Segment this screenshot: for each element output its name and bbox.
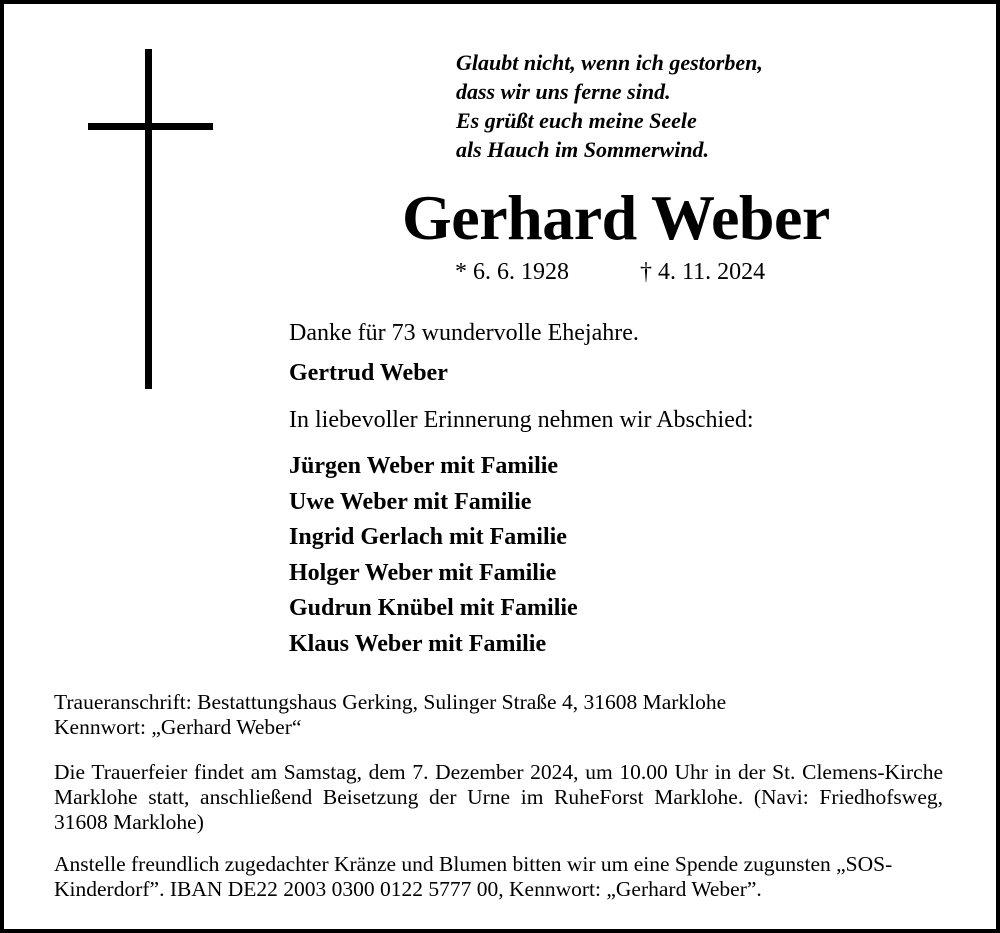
poem-line: als Hauch im Sommerwind. bbox=[456, 137, 710, 162]
mourning-address bbox=[54, 690, 726, 740]
deceased-name: Gerhard Weber bbox=[402, 182, 830, 253]
address-keyword: Kennwort: „Gerhard Weber“ bbox=[54, 715, 302, 739]
widow-name: Gertrud Weber bbox=[289, 360, 448, 386]
death-date: † 4. 11. 2024 bbox=[640, 259, 766, 285]
family-list bbox=[289, 449, 578, 662]
donation-text: Anstelle freundlich zugedachter Kränze und Blumen bitten wir um eine Spende zugunsten „SOS-Kinderdorf”. IBAN DE22 2003 0300 0122 5777 00, Kennwort: „Gerhard Weber”. bbox=[54, 852, 893, 901]
cross-icon bbox=[145, 49, 152, 389]
thanks-line: Danke für 73 wundervolle Ehejahre. bbox=[289, 320, 639, 346]
family-member: Gudrun Knübel mit Familie bbox=[289, 595, 578, 621]
family-member: Ingrid Gerlach mit Familie bbox=[289, 524, 567, 550]
poem-line: dass wir uns ferne sind. bbox=[456, 79, 671, 104]
poem-line: Glaubt nicht, wenn ich gestorben, bbox=[456, 50, 763, 75]
family-member: Holger Weber mit Familie bbox=[289, 559, 557, 586]
birth-date: * 6. 6. 1928 bbox=[455, 259, 569, 285]
poem-line: Es grüßt euch meine Seele bbox=[456, 108, 697, 133]
farewell-line: In liebevoller Erinnerung nehmen wir Abschied: bbox=[289, 407, 754, 433]
family-member: Uwe Weber mit Familie bbox=[289, 488, 532, 515]
family-member: Klaus Weber mit Familie bbox=[289, 630, 547, 657]
poem bbox=[456, 48, 763, 164]
address-line: Traueranschrift: Bestattungshaus Gerking, Sulinger Straße 4, 31608 Marklohe bbox=[54, 690, 727, 714]
family-member: Jürgen Weber mit Familie bbox=[289, 453, 559, 479]
cross-icon-bar bbox=[88, 123, 213, 130]
ceremony-text: Die Trauerfeier findet am Samstag, dem 7. Dezember 2024, um 10.00 Uhr in der St. Clemens-Kirche Marklohe statt, anschließend Beisetzung der Urne im RuheForst Marklohe. (Navi: Friedhofsweg, 31608 Marklohe) bbox=[54, 760, 943, 834]
